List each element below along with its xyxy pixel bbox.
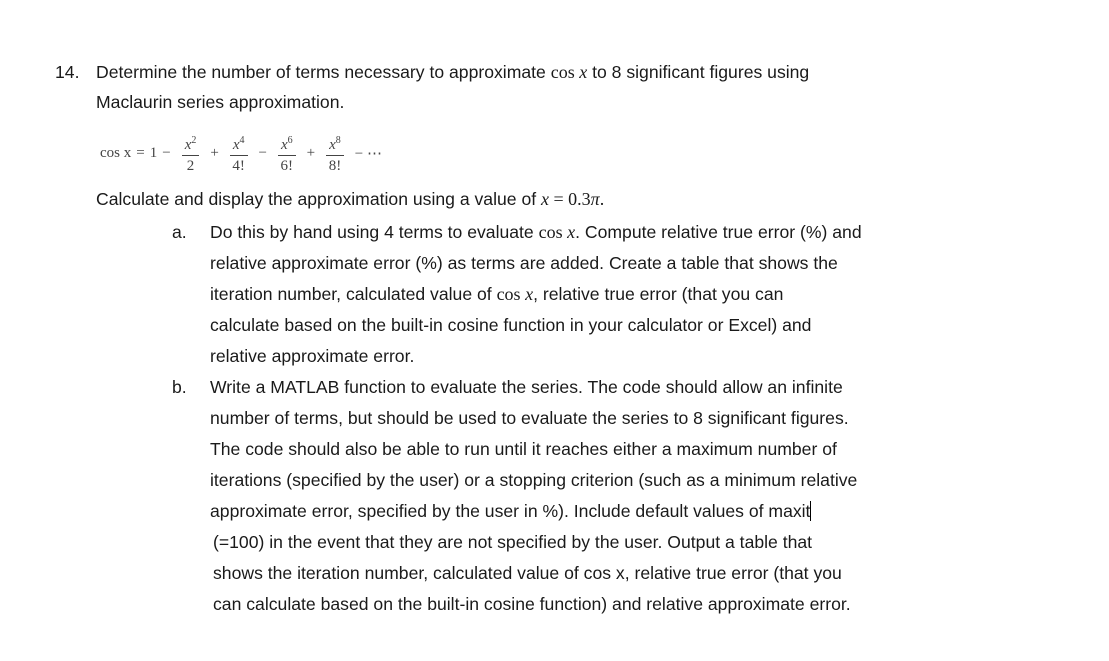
- text-cursor: [810, 501, 811, 521]
- text-segment: calculate based on the built-in cosine function in your calculator or Excel) and: [210, 315, 812, 335]
- math-segment: = 0.3: [549, 189, 591, 209]
- question-number: 14.: [55, 62, 80, 82]
- text-segment: can calculate based on the built-in cosine function) and relative approximate error.: [213, 594, 851, 614]
- part-line: [210, 376, 843, 398]
- text-segment: Calculate and display the approximation using a value of: [96, 189, 542, 209]
- formula-operator: −: [258, 144, 267, 161]
- part-line: [210, 500, 811, 522]
- fraction-numerator: $x^6$: [278, 131, 296, 156]
- fraction-denominator: 8!: [328, 157, 342, 174]
- math-segment: cos: [550, 62, 580, 82]
- calc-line: [96, 188, 604, 210]
- formula-operator: −: [162, 144, 171, 161]
- part-line: [213, 531, 812, 553]
- text-segment: iterations (specified by the user) or a stopping criterion (such as a minimum relative: [210, 470, 858, 490]
- formula-fraction: [182, 131, 200, 176]
- text-segment: Determine the number of terms necessary to approximate: [96, 62, 551, 82]
- text-segment: iteration number, calculated value of: [210, 284, 497, 304]
- text-segment: Write a MATLAB function to evaluate the series. The code should allow an infinite: [210, 377, 843, 397]
- part-line: [210, 469, 857, 491]
- formula-equals: =: [136, 144, 145, 161]
- text-segment: number of terms, but should be used to evaluate the series to 8 significant figures.: [210, 408, 849, 428]
- formula-lhs: cos x: [100, 144, 132, 161]
- math-segment: cos: [496, 284, 526, 304]
- part-line: [213, 562, 842, 584]
- formula-fraction: [278, 131, 296, 176]
- part-line: [210, 221, 862, 243]
- part-line: [210, 345, 414, 367]
- part-line: [210, 314, 811, 336]
- part-label: b.: [172, 377, 187, 397]
- math-segment: x: [525, 284, 534, 304]
- text-segment: (=100) in the event that they are not specified by the user. Output a table that: [213, 532, 813, 552]
- text-segment: relative approximate error.: [210, 346, 415, 366]
- math-segment: cos: [538, 222, 568, 242]
- formula-tail: − ⋯: [354, 145, 382, 162]
- fraction-numerator: $x^8$: [326, 131, 344, 156]
- math-segment: x: [567, 222, 576, 242]
- part-line: [213, 593, 851, 615]
- part-label: a.: [172, 222, 187, 242]
- text-segment: Maclaurin series approximation.: [96, 92, 345, 112]
- formula-operator: +: [210, 144, 219, 161]
- math-segment: x: [579, 62, 588, 82]
- formula-fraction: [326, 131, 344, 176]
- fraction-numerator: $x^4$: [230, 131, 248, 156]
- part-line: [210, 438, 837, 460]
- text-segment: shows the iteration number, calculated value of cos x, relative true error (that you: [213, 563, 842, 583]
- math-segment: π: [590, 189, 600, 209]
- text-segment: approximate error, specified by the user in %). Include default values of maxit: [210, 501, 811, 521]
- text-segment: The code should also be able to run until it reaches either a maximum number of: [210, 439, 837, 459]
- math-segment: .: [599, 189, 605, 209]
- intro-line: [96, 61, 809, 83]
- fraction-denominator: 2: [186, 157, 195, 174]
- fraction-denominator: 6!: [280, 157, 294, 174]
- formula-operator: +: [306, 144, 316, 161]
- maclaurin-formula: [100, 122, 387, 184]
- text-segment: to 8 significant figures using: [587, 62, 810, 82]
- intro-line: [96, 91, 344, 113]
- text-segment: , relative true error (that you can: [533, 284, 784, 304]
- formula-terms: [157, 131, 350, 176]
- text-segment: relative approximate error (%) as terms are added. Create a table that shows the: [210, 253, 838, 273]
- part-line: [210, 283, 783, 305]
- fraction-denominator: 4!: [232, 157, 245, 174]
- formula-fraction: [230, 131, 248, 176]
- part-line: [210, 252, 838, 274]
- text-segment: . Compute relative true error (%) and: [575, 222, 862, 242]
- part-line: [210, 407, 849, 429]
- text-segment: Do this by hand using 4 terms to evaluate: [210, 222, 539, 242]
- formula-one: 1: [149, 144, 158, 161]
- fraction-numerator: $x^2$: [182, 131, 200, 156]
- math-segment: x: [541, 189, 550, 209]
